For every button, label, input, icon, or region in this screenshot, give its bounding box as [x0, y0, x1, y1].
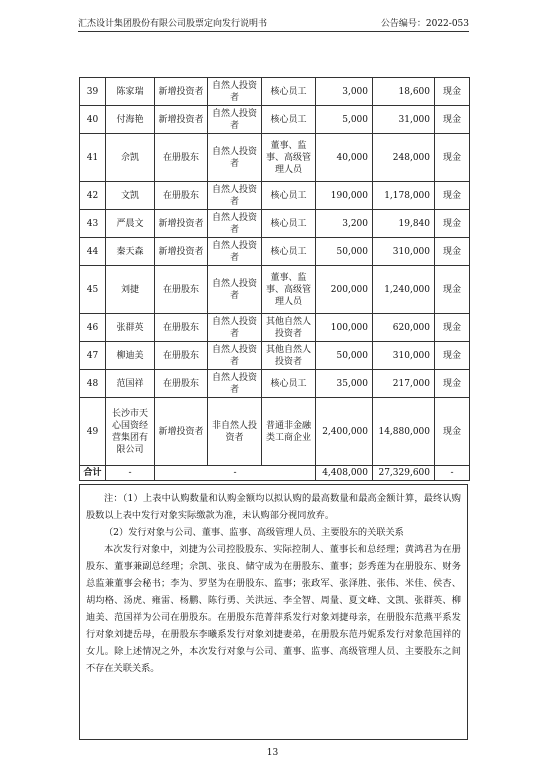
investor-role: 普通非金融类工商企业: [262, 398, 316, 466]
payment-method: 现金: [435, 398, 470, 466]
table-row: [80, 78, 470, 106]
investor-category: 在册股东: [155, 314, 208, 342]
payment-method: 现金: [435, 182, 470, 210]
investor-role: 核心员工: [262, 210, 316, 238]
subscription-amount: 310,000: [373, 238, 435, 266]
investor-name: 范国祥: [106, 370, 155, 398]
row-index: 43: [80, 210, 106, 238]
investor-category: 新增投资者: [155, 238, 208, 266]
subscription-shares: 50,000: [316, 238, 373, 266]
payment-method: 现金: [435, 134, 470, 182]
subscription-amount: 620,000: [373, 314, 435, 342]
payment-method: 现金: [435, 342, 470, 370]
page-number: 13: [266, 748, 279, 758]
table-row: [80, 266, 470, 314]
row-index: 40: [80, 106, 106, 134]
row-index: 45: [80, 266, 106, 314]
total-dash: -: [435, 466, 470, 481]
investor-category: 新增投资者: [155, 210, 208, 238]
investor-category: 在册股东: [155, 134, 208, 182]
subscription-amount: 217,000: [373, 370, 435, 398]
investor-category: 新增投资者: [155, 106, 208, 134]
investor-category: 新增投资者: [155, 78, 208, 106]
subscription-amount: 310,000: [373, 342, 435, 370]
investor-type: 非自然人投资者: [208, 398, 262, 466]
table-row: [80, 106, 470, 134]
investor-type: 自然人投资者: [208, 370, 262, 398]
subscription-shares: 3,200: [316, 210, 373, 238]
investor-name: 佘凯: [106, 134, 155, 182]
investor-category: 在册股东: [155, 266, 208, 314]
header-notice-number: 公告编号：2022-053: [380, 19, 469, 29]
note-paragraph: （2）发行对象与公司、董事、监事、高级管理人员、主要股东的关联关系: [104, 527, 404, 538]
investor-type: 自然人投资者: [208, 134, 262, 182]
table-row: [80, 210, 470, 238]
subscription-shares: 2,400,000: [316, 398, 373, 466]
investor-role: 核心员工: [262, 78, 316, 106]
investor-type: 自然人投资者: [208, 106, 262, 134]
header-rule: [78, 31, 469, 32]
page-header: [78, 14, 469, 30]
investor-role: 董事、监事、高级管理人员: [262, 134, 316, 182]
total-row: [80, 466, 470, 481]
investor-name: 张群英: [106, 314, 155, 342]
investor-type: 自然人投资者: [208, 266, 262, 314]
investor-name: 付海艳: [106, 106, 155, 134]
row-index: 41: [80, 134, 106, 182]
subscription-shares: 200,000: [316, 266, 373, 314]
header-company: 汇杰设计集团股份有限公司股票定向发行说明书: [78, 19, 268, 29]
investor-category: 在册股东: [155, 370, 208, 398]
investor-role: 核心员工: [262, 370, 316, 398]
row-index: 44: [80, 238, 106, 266]
subscription-shares: 3,000: [316, 78, 373, 106]
investor-role: 核心员工: [262, 238, 316, 266]
row-index: 46: [80, 314, 106, 342]
table-row: [80, 398, 470, 466]
investor-role: 核心员工: [262, 106, 316, 134]
table-row: [80, 134, 470, 182]
notes-box: [79, 484, 468, 740]
total-shares: 4,408,000: [316, 466, 373, 481]
investor-type: 自然人投资者: [208, 210, 262, 238]
subscription-shares: 100,000: [316, 314, 373, 342]
subscription-shares: 190,000: [316, 182, 373, 210]
investor-type: 自然人投资者: [208, 182, 262, 210]
investor-name: 严晨文: [106, 210, 155, 238]
investor-role: 其他自然人投资者: [262, 314, 316, 342]
investor-category: 在册股东: [155, 182, 208, 210]
investor-table: [79, 77, 470, 481]
investor-role: 其他自然人投资者: [262, 342, 316, 370]
table-row: [80, 370, 470, 398]
subscription-shares: 5,000: [316, 106, 373, 134]
payment-method: 现金: [435, 78, 470, 106]
investor-type: 自然人投资者: [208, 78, 262, 106]
payment-method: 现金: [435, 238, 470, 266]
subscription-amount: 248,000: [373, 134, 435, 182]
subscription-amount: 14,880,000: [373, 398, 435, 466]
subscription-amount: 1,178,000: [373, 182, 435, 210]
investor-name: 柳迪美: [106, 342, 155, 370]
payment-method: 现金: [435, 370, 470, 398]
investor-role: 董事、监事、高级管理人员: [262, 266, 316, 314]
subscription-amount: 1,240,000: [373, 266, 435, 314]
investor-category: 在册股东: [155, 342, 208, 370]
payment-method: 现金: [435, 266, 470, 314]
subscription-shares: 50,000: [316, 342, 373, 370]
payment-method: 现金: [435, 210, 470, 238]
subscription-shares: 35,000: [316, 370, 373, 398]
total-label: 合计: [80, 466, 106, 481]
subscription-amount: 18,600: [373, 78, 435, 106]
total-amount: 27,329,600: [373, 466, 435, 481]
investor-name: 陈家瑞: [106, 78, 155, 106]
table-row: [80, 314, 470, 342]
subscription-shares: 40,000: [316, 134, 373, 182]
total-dash: -: [106, 466, 155, 481]
investor-category: 新增投资者: [155, 398, 208, 466]
payment-method: 现金: [435, 314, 470, 342]
row-index: 42: [80, 182, 106, 210]
row-index: 48: [80, 370, 106, 398]
investor-name: 秦天森: [106, 238, 155, 266]
table-row: [80, 182, 470, 210]
row-index: 47: [80, 342, 106, 370]
investor-name: 长沙市天心国资经营集团有限公司: [106, 398, 155, 466]
note-paragraph: 注：（1）上表中认购数量和认购金额均以拟认购的最高数量和最高金额计算，最终认购股数以上表中发行对象实际缴款为准，未认购部分视同放弃。: [86, 493, 461, 521]
total-dash: -: [155, 466, 316, 481]
investor-role: 核心员工: [262, 182, 316, 210]
note-paragraph: 本次发行对象中，刘捷为公司控股股东、实际控制人、董事长和总经理；黄鸿君为在册股东、董事兼副总经理；佘凯、张良、储守成为在册股东、董事；彭秀莲为在册股东、财务总监兼董事会秘书；李为、罗坚为在册股东、监事；张政军、张泽胜、张伟、米佳、侯杏、胡均格、汤虎、雍雷、杨鹏、陈行勇、关洪远、李全智、周量、夏文峰、文凯、张群英、柳迪美、范国祥为公司在册股东。在册股东范菁萍系发行对象刘捷母亲，在册股东范燕平系发行对象刘捷岳母，在册股东李曦系发行对象刘捷妻弟，在册股东范丹妮系发行对象范国祥的女儿。除上述情况之外，本次发行对象与公司、董事、监事、高级管理人员、主要股东之间不存在关联关系。: [86, 544, 461, 674]
subscription-amount: 19,840: [373, 210, 435, 238]
table-row: [80, 238, 470, 266]
investor-type: 自然人投资者: [208, 342, 262, 370]
row-index: 39: [80, 78, 106, 106]
investor-name: 文凯: [106, 182, 155, 210]
investor-type: 自然人投资者: [208, 314, 262, 342]
table-row: [80, 342, 470, 370]
investor-name: 刘捷: [106, 266, 155, 314]
row-index: 49: [80, 398, 106, 466]
investor-type: 自然人投资者: [208, 238, 262, 266]
payment-method: 现金: [435, 106, 470, 134]
subscription-amount: 31,000: [373, 106, 435, 134]
